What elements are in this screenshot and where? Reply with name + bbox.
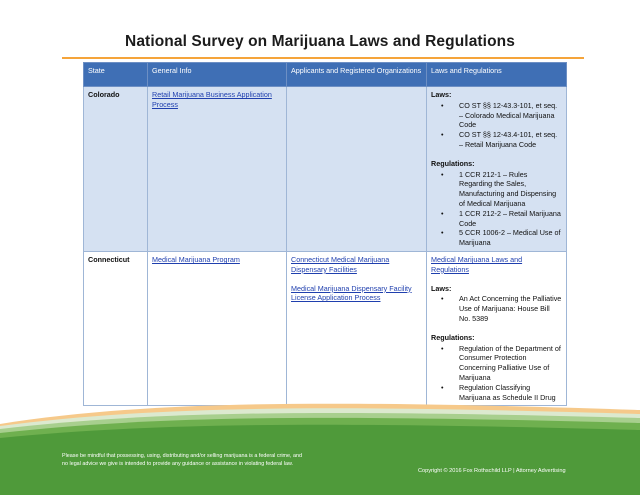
regulations-heading: Regulations: [431,332,475,342]
regulations-list [431,344,562,403]
list-item: • CO ST §§ 12-43.4-101, et seq. – Retail Marijuana Code [459,130,562,150]
laws-cell [427,87,567,252]
general-info-cell [148,87,287,252]
table-header-row [84,63,567,87]
legal-disclaimer: Please be mindful that possessing, using, distributing and/or selling marijuana is a federal crime, and no legal advice we give is intended to provide any guidance or assistance in violating federal law. [62,453,303,468]
table-row-connecticut [84,252,567,406]
applicants-cell [287,87,427,252]
list-item: • CO ST §§ 12-43.3-101, et seq. – Colorado Medical Marijuana Code [459,101,562,130]
column-header-laws: Laws and Regulations [427,63,567,87]
list-item: • Regulation of the Department of Consumer Protection Concerning Palliative Use of Marijuana [459,344,562,383]
list-item: • Regulation Classifying Marijuana as Schedule II Drug [459,383,562,403]
list-item: • 1 CCR 212-2 – Retail Marijuana Code [459,209,562,229]
dispensary-facilities-link[interactable]: Connecticut Medical Marijuana Dispensary Facilities [291,255,390,274]
license-application-link[interactable]: Medical Marijuana Dispensary Facility License Application Process [291,283,412,303]
laws-list [431,101,562,150]
regulations-list [431,170,562,248]
laws-and-regulations-link[interactable]: Medical Marijuana Laws and Regulations [431,255,523,274]
laws-heading: Laws: [431,283,452,293]
laws-table [83,62,567,406]
laws-cell [427,252,567,406]
applicants-cell [287,252,427,406]
column-header-general-info: General Info [148,63,287,87]
title-divider [62,57,584,59]
list-item: • An Act Concerning the Palliative Use of Marijuana: House Bill No. 5389 [459,294,562,323]
laws-list [431,294,562,323]
list-item: • 1 CCR 212-1 – Rules Regarding the Sales, Manufacturing and Dispensing of Medical Marijuana [459,170,562,209]
medical-marijuana-program-link[interactable]: Medical Marijuana Program [152,255,240,264]
laws-heading: Laws: [431,90,452,99]
state-cell: Connecticut [84,252,148,406]
page-title: National Survey on Marijuana Laws and Regulations [125,33,515,50]
retail-business-application-link[interactable]: Retail Marijuana Business Application Process [152,90,272,109]
column-header-applicants: Applicants and Registered Organizations [287,63,427,87]
copyright-notice: Copyright © 2016 Fox Rothschild LLP | Attorney Advertising [418,468,566,474]
state-cell: Colorado [84,87,148,252]
table-row-colorado [84,87,567,252]
column-header-state: State [84,63,148,87]
general-info-cell [148,252,287,406]
regulations-heading: Regulations: [431,158,475,168]
footer-wave-band [0,396,640,495]
list-item: • 5 CCR 1006-2 – Medical Use of Marijuana [459,228,562,248]
